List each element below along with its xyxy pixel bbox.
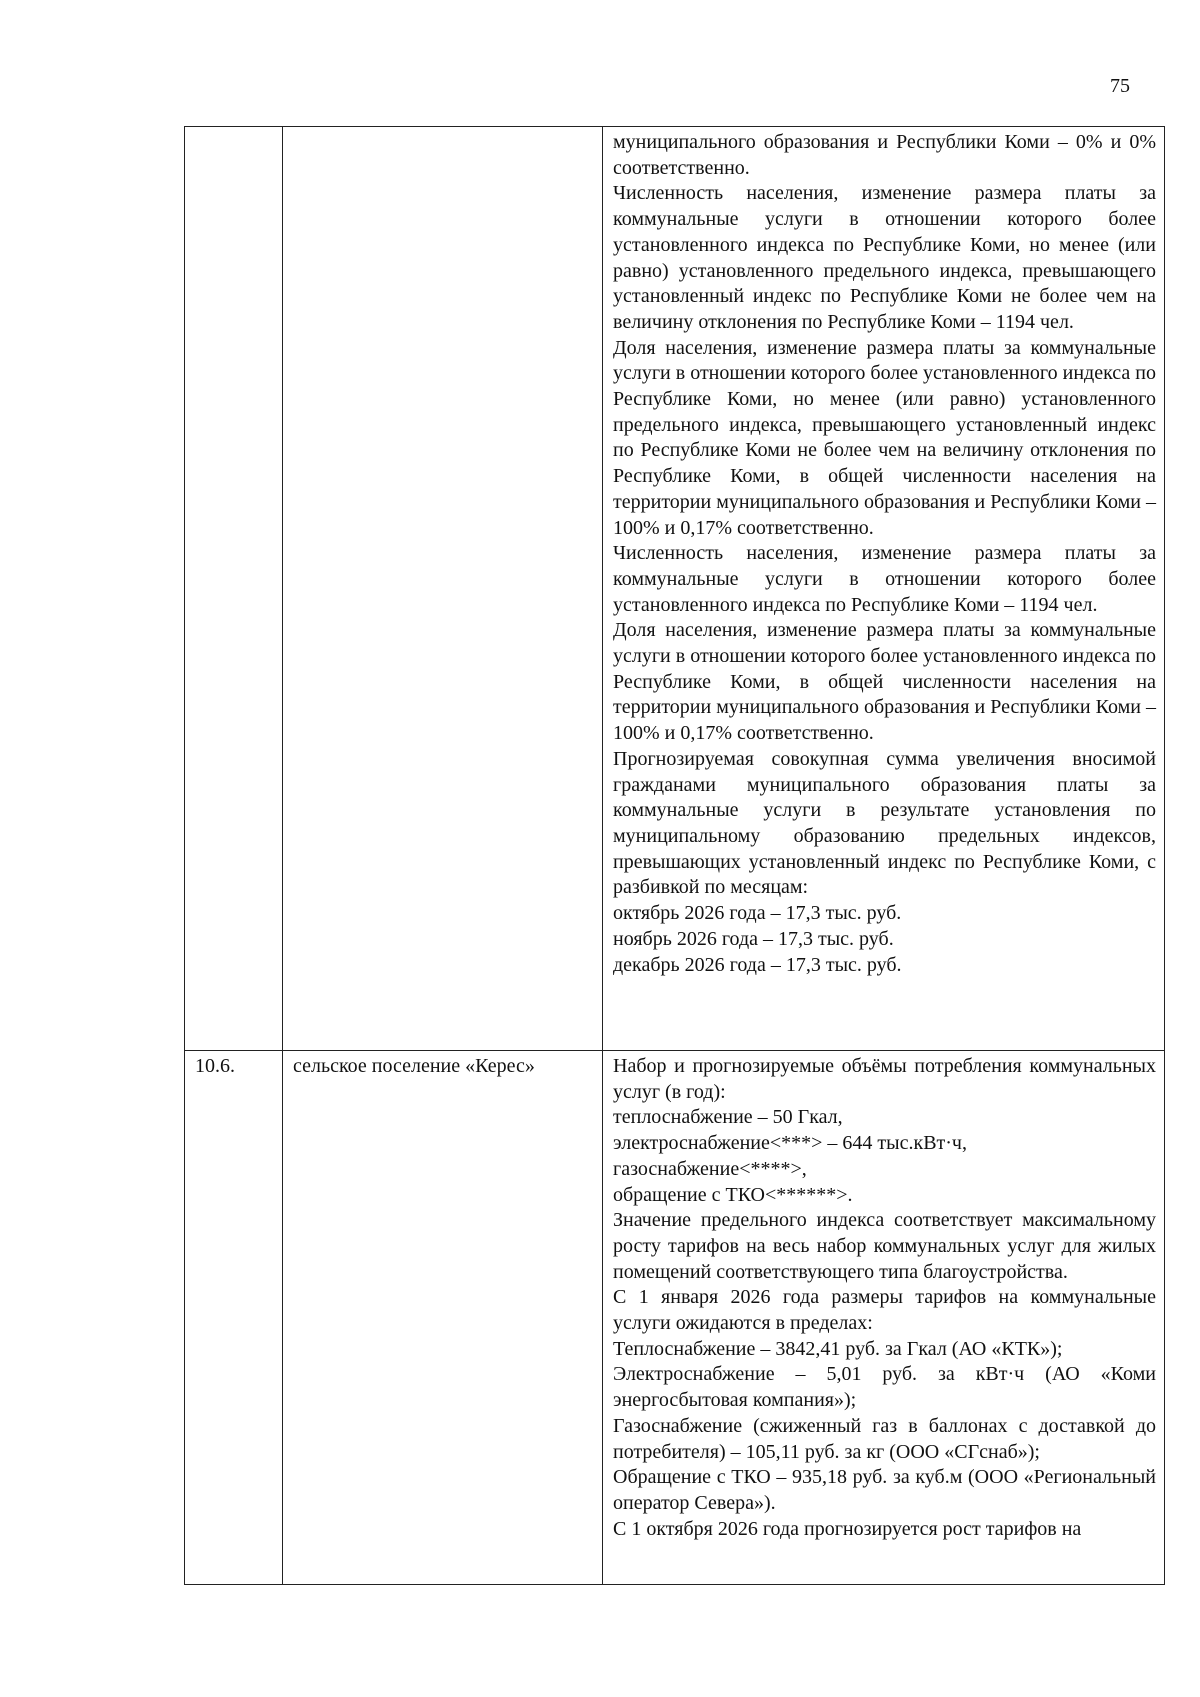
tariff-line: Электроснабжение – 5,01 руб. за кВт·ч (АО «Коми энергосбытовая компания»); — [613, 1363, 1156, 1412]
paragraph: Доля населения, изменение размера платы за коммунальные услуги в отношении которого более установленного индекса по Республике Коми, но менее (или равно) установленного предельного индекса, превышающего установленный индекс по Республике Коми не более чем на величину отклонения по Республике Коми, в общей численности населения на территории муниципального образования и Республики Коми – 100% и 0,17% соответственно. — [613, 336, 1157, 539]
tariff-line: Теплоснабжение – 3842,41 руб. за Гкал (АО «КТК»); — [613, 1337, 1063, 1360]
paragraph: Значение предельного индекса соответствует максимальному росту тарифов на весь набор коммунальных услуг для жилых помещений соответствующего типа благоустройства. — [613, 1209, 1156, 1283]
row-number-cell — [185, 127, 283, 1051]
tariff-line: Газоснабжение (сжиженный газ в баллонах с доставкой до потребителя) – 105,11 руб. за кг (ООО «СГснаб»); — [613, 1414, 1156, 1463]
municipality-name-cell: сельское поселение «Керес» — [283, 1051, 603, 1585]
month-forecast-line: ноябрь 2026 года – 17,3 тыс. руб. — [613, 927, 894, 950]
paragraph: Численность населения, изменение размера платы за коммунальные услуги в отношении которого более установленного индекса по Республике Коми – 1194 чел. — [613, 542, 1156, 616]
table-row — [185, 1051, 1165, 1585]
service-line: теплоснабжение – 50 Гкал, — [613, 1106, 843, 1129]
municipality-name-cell — [283, 127, 603, 1051]
paragraph: С 1 января 2026 года размеры тарифов на коммунальные услуги ожидаются в пределах: — [613, 1286, 1156, 1335]
description-cell — [603, 127, 1165, 1051]
service-line: обращение с ТКО<******>. — [613, 1183, 853, 1206]
paragraph: Численность населения, изменение размера платы за коммунальные услуги в отношении которого более установленного индекса по Республике Коми, но менее (или равно) установленного предельного индекса, превышающего установленный индекс по Республике Коми не более чем на величину отклонения по Республике Коми – 1194 чел. — [613, 182, 1156, 333]
month-forecast-line: октябрь 2026 года – 17,3 тыс. руб. — [613, 902, 902, 925]
paragraph: Доля населения, изменение размера платы за коммунальные услуги в отношении которого более установленного индекса по Республике Коми, в общей численности населения на территории муниципального образования и Республики Коми – 100% и 0,17% соответственно. — [613, 619, 1157, 745]
description-cell — [603, 1051, 1165, 1585]
paragraph: муниципального образования и Республики Коми – 0% и 0% соответственно. — [613, 131, 1156, 179]
paragraph: С 1 октября 2026 года прогнозируется рост тарифов на — [613, 1517, 1082, 1540]
service-line: газоснабжение<****>, — [613, 1157, 807, 1180]
page-number: 75 — [1110, 75, 1130, 97]
service-line: электроснабжение<***> – 644 тыс.кВт·ч, — [613, 1132, 967, 1155]
table-row — [185, 127, 1165, 1051]
tariff-line: Обращение с ТКО – 935,18 руб. за куб.м (ООО «Региональный оператор Севера»). — [613, 1466, 1156, 1514]
paragraph: Прогнозируемая совокупная сумма увеличения вносимой гражданами муниципального образования платы за коммунальные услуги в результате установления по муниципальному образованию предельных индексов, превышающих установленный индекс по Республике Коми, с разбивкой по месяцам: — [613, 747, 1156, 899]
month-forecast-line: декабрь 2026 года – 17,3 тыс. руб. — [613, 953, 902, 976]
municipal-index-table — [184, 126, 1165, 1585]
row-number-cell: 10.6. — [185, 1051, 283, 1585]
paragraph: Набор и прогнозируемые объёмы потребления коммунальных услуг (в год): — [613, 1055, 1156, 1103]
